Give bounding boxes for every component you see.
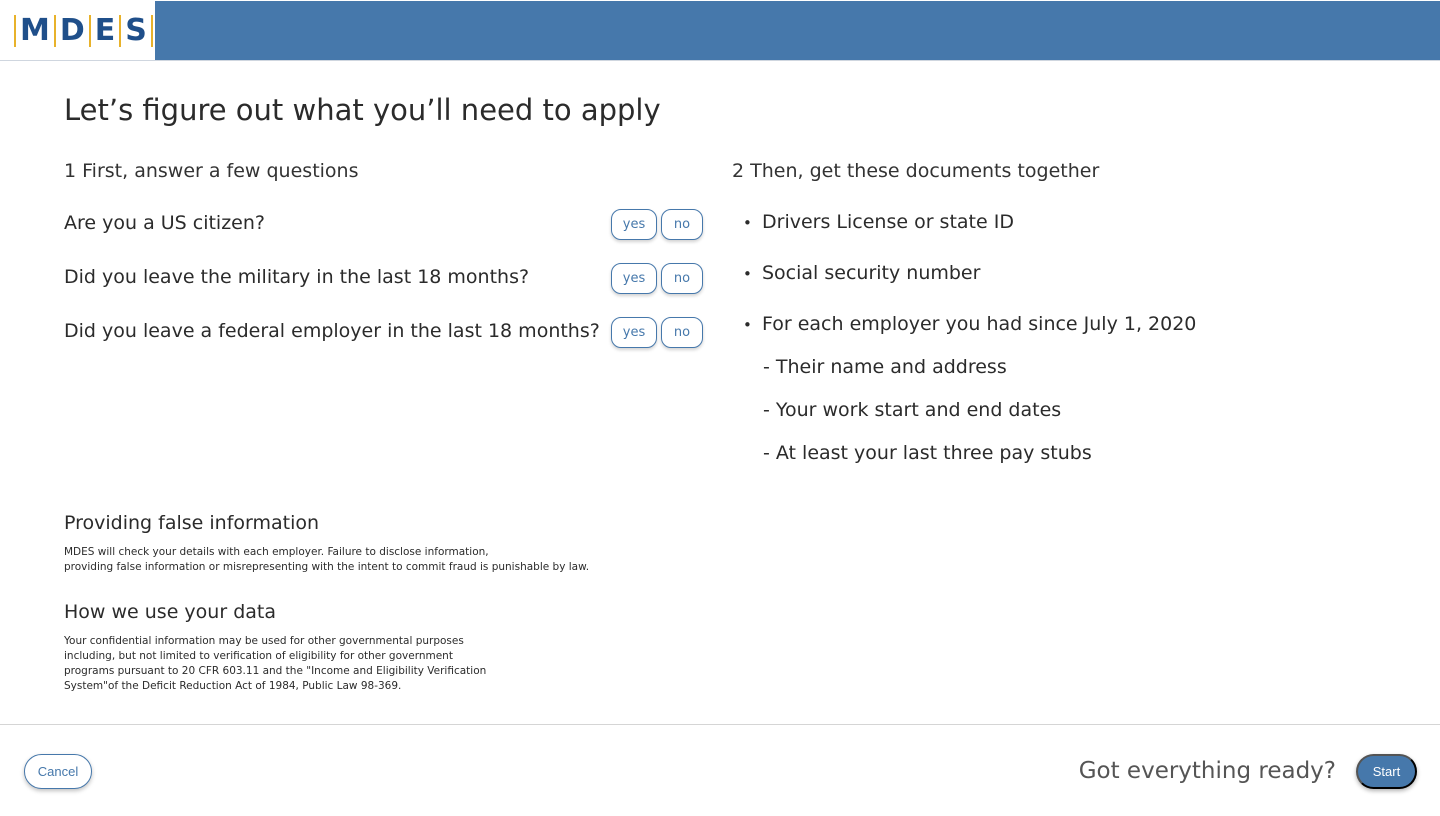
false-info-title: Providing false information	[64, 512, 320, 534]
questions-heading: 1 First, answer a few questions	[64, 160, 359, 182]
question-row	[64, 263, 704, 295]
question-row	[64, 317, 704, 349]
documents-heading: 2 Then, get these documents together	[732, 160, 1100, 182]
false-info-line: providing false information or misrepresenting with the intent to commit fraud is punishable by law.	[64, 561, 590, 573]
document-sub-item: - At least your last three pay stubs	[763, 442, 1092, 464]
document-item: Social security number	[762, 262, 981, 284]
bullet-icon: •	[743, 265, 752, 283]
bullet-icon: •	[743, 214, 752, 232]
app-header	[0, 0, 1440, 61]
data-use-line: Your confidential information may be used for other governmental purposes	[64, 635, 464, 647]
page-title: Let’s figure out what you’ll need to apply	[64, 93, 661, 127]
logo-letter-e: E	[89, 15, 120, 47]
military-yes-button[interactable]: yes	[611, 263, 657, 294]
data-use-body	[64, 634, 486, 694]
document-sub-item: - Their name and address	[763, 356, 1007, 378]
data-use-title: How we use your data	[64, 601, 276, 623]
mdes-logo[interactable]	[14, 10, 153, 51]
military-no-button[interactable]: no	[661, 263, 703, 294]
data-use-line: including, but not limited to verification of eligibility for other government	[64, 650, 453, 662]
false-info-body	[64, 545, 589, 575]
us-citizen-yes-button[interactable]: yes	[611, 209, 657, 240]
header-banner	[155, 1, 1440, 60]
ready-prompt: Got everything ready?	[1078, 758, 1336, 784]
data-use-line: programs pursuant to 20 CFR 603.11 and the "Income and Eligibility Verification	[64, 665, 487, 677]
question-text: Did you leave a federal employer in the last 18 months?	[64, 320, 600, 342]
logo-letter-s: S	[119, 15, 153, 47]
data-use-line: System"of the Deficit Reduction Act of 1984, Public Law 98-369.	[64, 680, 402, 692]
document-item: For each employer you had since July 1, 2020	[762, 313, 1197, 335]
question-text: Did you leave the military in the last 18 months?	[64, 266, 530, 288]
footer-bar	[0, 724, 1440, 816]
bullet-icon: •	[743, 316, 752, 334]
logo-letter-d: D	[54, 15, 89, 47]
us-citizen-no-button[interactable]: no	[661, 209, 703, 240]
federal-employer-yes-button[interactable]: yes	[611, 317, 657, 348]
cancel-button[interactable]: Cancel	[24, 754, 92, 789]
federal-employer-no-button[interactable]: no	[661, 317, 703, 348]
document-item: Drivers License or state ID	[762, 211, 1014, 233]
false-info-line: MDES will check your details with each employer. Failure to disclose information,	[64, 546, 489, 558]
logo-letter-m: M	[14, 15, 54, 47]
question-text: Are you a US citizen?	[64, 212, 266, 234]
question-row	[64, 209, 704, 241]
document-sub-item: - Your work start and end dates	[763, 399, 1062, 421]
start-button[interactable]: Start	[1356, 754, 1417, 789]
